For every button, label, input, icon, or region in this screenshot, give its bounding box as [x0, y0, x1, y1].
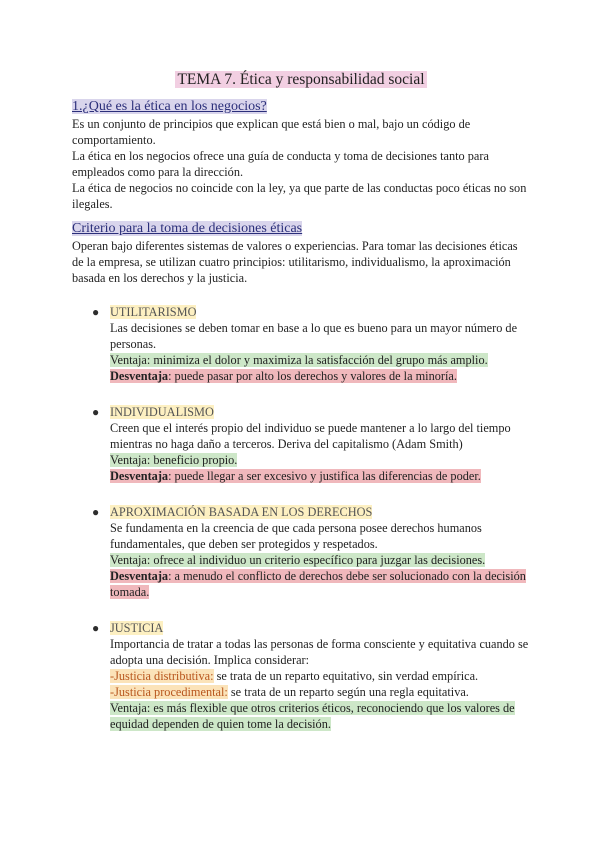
ventaja-line: Ventaja: minimiza el dolor y maximiza la satisfacción del grupo más amplio.	[110, 353, 488, 367]
bullet-icon: ●	[92, 405, 100, 419]
principle-name: INDIVIDUALISMO	[110, 405, 214, 419]
section2-heading-text: Criterio para la toma de decisiones éticas	[72, 221, 303, 236]
section1-heading	[72, 98, 530, 116]
bullet-icon: ●	[92, 621, 100, 635]
page-title-text: TEMA 7. Ética y responsabilidad social	[177, 71, 425, 88]
section1-heading-text: 1.¿Qué es la ética en los negocios?	[72, 99, 267, 114]
principle-description: Las decisiones se deben tomar en base a lo que es bueno para un mayor número de personas.	[110, 321, 518, 351]
section2-heading	[72, 220, 530, 238]
principles-list	[72, 304, 530, 732]
section2-intro: Operan bajo diferentes sistemas de valores o experiencias. Para tomar las decisiones éticas de la empresa, se utilizan cuatro principios: utilitarismo, individualismo, la aproximación basada en los derechos y la justicia.	[72, 239, 518, 285]
list-item-utilitarismo	[72, 304, 530, 384]
principle-description: Creen que el interés propio del individuo se puede mantener a lo largo del tiempo mientras no haga daño a terceros. Deriva del capitalismo (Adam Smith)	[110, 421, 511, 451]
ventaja-line: Ventaja: ofrece al individuo un criterio específico para juzgar las decisiones.	[110, 553, 486, 567]
principle-name: UTILITARISMO	[110, 305, 197, 319]
desventaja-line: Desventaja: puede pasar por alto los derechos y valores de la minoría.	[110, 369, 457, 383]
principle-description: Importancia de tratar a todas las personas de forma consciente y equitativa cuando se adopta una decisión. Implica considerar:	[110, 637, 529, 667]
section1-paragraph-1: Es un conjunto de principios que explican que está bien o mal, bajo un código de comportamiento.	[72, 117, 471, 147]
list-item-individualismo	[72, 404, 530, 484]
bullet-icon: ●	[92, 305, 100, 319]
desventaja-line: Desventaja: a menudo el conflicto de derechos debe ser solucionado con la decisión tomada.	[110, 569, 526, 599]
principle-name: APROXIMACIÓN BASADA EN LOS DERECHOS	[110, 505, 373, 519]
justicia-distributiva-line: -Justicia distributiva: se trata de un reparto equitativo, sin verdad empírica.	[110, 669, 479, 683]
justicia-procedimental-line: -Justicia procedimental: se trata de un reparto según una regla equitativa.	[110, 685, 469, 699]
section1-paragraph-2: La ética en los negocios ofrece una guía de conducta y toma de decisiones tanto para empleados como para la dirección.	[72, 149, 489, 179]
principle-description: Se fundamenta en la creencia de que cada persona posee derechos humanos fundamentales, que deben ser protegidos y respetados.	[110, 521, 482, 551]
ventaja-line: Ventaja: beneficio propio.	[110, 453, 238, 467]
list-item-justicia	[72, 620, 530, 732]
ventaja-line: Ventaja: es más flexible que otros criterios éticos, reconociendo que los valores de equidad dependen de quien tome la decisión.	[110, 701, 515, 731]
section1-paragraph-3: La ética de negocios no coincide con la ley, ya que parte de las conductas poco éticas no son ilegales.	[72, 181, 527, 211]
page-title	[72, 70, 530, 90]
bullet-icon: ●	[92, 505, 100, 519]
list-item-derechos	[72, 504, 530, 600]
desventaja-line: Desventaja: puede llegar a ser excesivo y justifica las diferencias de poder.	[110, 469, 481, 483]
principle-name: JUSTICIA	[110, 621, 164, 635]
